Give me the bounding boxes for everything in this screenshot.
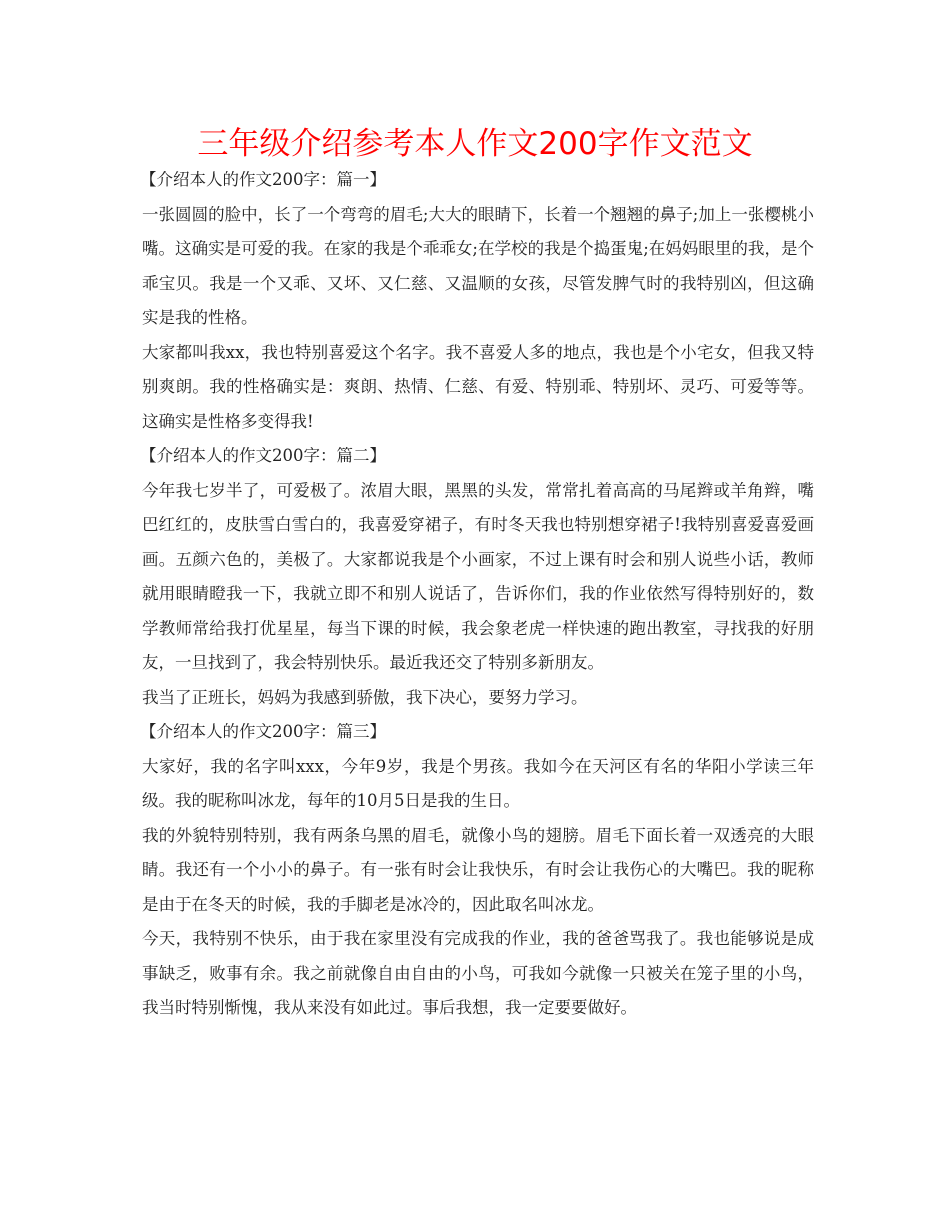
paragraph: 我当了正班长，妈妈为我感到骄傲，我下决心，要努力学习。 [142, 687, 588, 707]
essay-body [142, 163, 814, 1026]
section-heading-3: 【介绍本人的作文200字：篇三】 [140, 722, 386, 741]
paragraph: 大家都叫我xx，我也特别喜爱这个名字。我不喜爱人多的地点，我也是个小宅女，但我又特别爽朗。我的性格确实是：爽朗、热情、仁慈、有爱、特别乖、特别坏、灵巧、可爱等等。这确实是性格多变得我! [142, 342, 814, 431]
paragraph: 今天，我特别不快乐，由于我在家里没有完成我的作业，我的爸爸骂我了。我也能够说是成事缺乏，败事有余。我之前就像自由自由的小鸟，可我如今就像一只被关在笼子里的小鸟，我当时特别惭愧，我从来没有如此过。事后我想，我一定要要做好。 [142, 929, 814, 1017]
paragraph: 大家好，我的名字叫xxx，今年9岁，我是个男孩。我如今在天河区有名的华阳小学读三年级。我的昵称叫冰龙，每年的10月5日是我的生日。 [142, 756, 814, 810]
section-heading-2: 【介绍本人的作文200字：篇二】 [140, 446, 386, 465]
paragraph: 今年我七岁半了，可爱极了。浓眉大眼，黑黑的头发，常常扎着高高的马尾辫或羊角辫，嘴巴红红的，皮肤雪白雪白的，我喜爱穿裙子，有时冬天我也特别想穿裙子!我特别喜爱喜爱画画。五颜六色的，美极了。大家都说我是个小画家，不过上课有时会和别人说些小话，教师就用眼睛瞪我一下，我就立即不和别人说话了，告诉你们，我的作业依然写得特别好的，数学教师常给我打优星星，每当下课的时候，我会象老虎一样快速的跑出教室，寻找我的好朋友，一旦找到了，我会特别快乐。最近我还交了特别多新朋友。 [142, 480, 814, 672]
section-heading-1: 【介绍本人的作文200字：篇一】 [140, 170, 386, 189]
paragraph: 一张圆圆的脸中，长了一个弯弯的眉毛;大大的眼睛下，长着一个翘翘的鼻子;加上一张樱桃小嘴。这确实是可爱的我。在家的我是个乖乖女;在学校的我是个捣蛋鬼;在妈妈眼里的我，是个乖宝贝。我是一个又乖、又坏、又仁慈、又温顺的女孩，尽管发脾气时的我特别凶，但这确实是我的性格。 [142, 204, 814, 327]
page-title: 三年级介绍参考本人作文200字作文范文 [197, 126, 753, 162]
paragraph: 我的外貌特别特别，我有两条乌黑的眉毛，就像小鸟的翅膀。眉毛下面长着一双透亮的大眼睛。我还有一个小小的鼻子。有一张有时会让我快乐，有时会让我伤心的大嘴巴。我的昵称是由于在冬天的时候，我的手脚老是冰冷的，因此取名叫冰龙。 [142, 825, 814, 914]
